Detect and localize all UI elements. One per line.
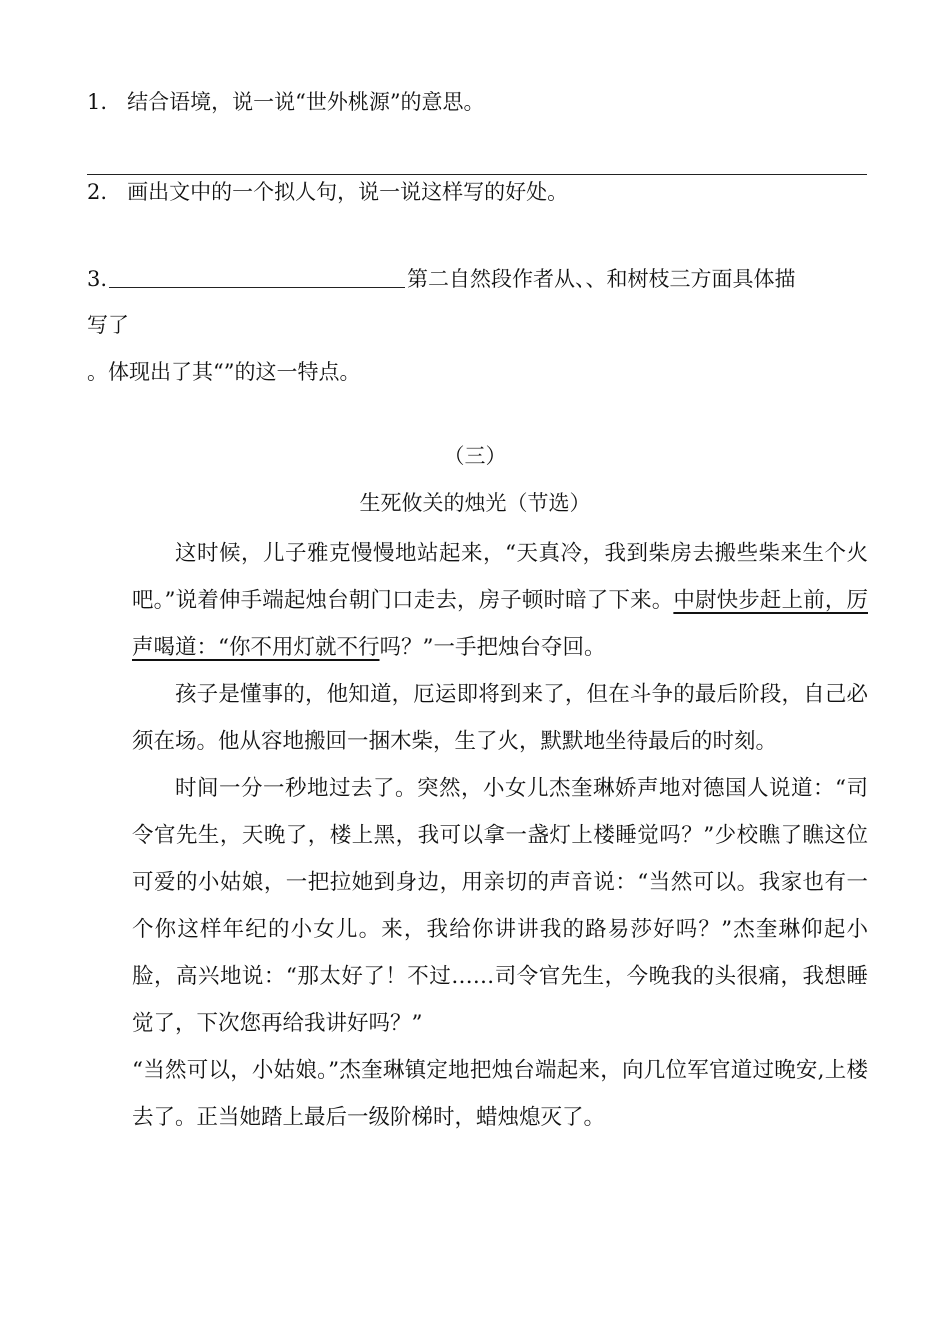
underlined-sentence: 中尉快步赶上前，厉声喝道：“你不用灯就不行: [132, 588, 868, 660]
paragraph-1: [132, 530, 868, 671]
paragraph-3: 时间一分一秒地过去了。突然，小女儿杰奎琳娇声地对德国人说道：“司令官先生，天晚了，楼上黑，我可以拿一盏灯上楼睡觉吗？”少校瞧了瞧这位可爱的小姑娘，一把拉她到身边，用亲切的声音说：“当然可以。我家也有一个你这样年纪的小女儿。来，我给你讲讲我的路易莎好吗？”杰奎琳仰起小脸，高兴地说：“那太好了！不过……司令官先生，今晚我的头很痛，我想睡觉了，下次您再给我讲好吗？”: [132, 776, 868, 1036]
question-1-text: 结合语境，说一说“世外桃源”的意思。: [127, 90, 485, 114]
section-number: （三）: [443, 444, 507, 468]
question-1-number: 1.: [87, 90, 108, 114]
answer-line[interactable]: [87, 174, 867, 175]
paragraph-1-end: 吗？”一手把烛台夺回。: [379, 635, 606, 660]
question-3-line-3: 。体现出了其“”的这一特点。: [87, 360, 361, 384]
question-3-text: 第二自然段作者从、、和树枝三方面具体描: [407, 267, 796, 291]
paragraph-1-text: 这时候，儿子雅克慢慢地站起来，“天真冷，我到柴房去搬些柴来生个火吧。”说着伸手端起烛台朝门口走去，房子顿时暗了下来。: [132, 541, 868, 613]
question-3-line-2: 写了: [87, 313, 129, 337]
paragraph-2: 孩子是懂事的，他知道，厄运即将到来了，但在斗争的最后阶段，自己必须在场。他从容地搬回一捆木柴，生了火，默默地坐待最后的时刻。: [132, 682, 868, 754]
question-3: [87, 263, 796, 295]
passage-title: 生死攸关的烛光（节选）: [359, 491, 591, 515]
question-2: [87, 176, 568, 208]
question-2-number: 2.: [87, 180, 108, 204]
fill-in-blank[interactable]: [109, 265, 405, 288]
question-1: [87, 86, 485, 118]
passage: [132, 530, 868, 1141]
question-3-number: 3.: [87, 267, 108, 291]
question-2-text: 画出文中的一个拟人句，说一说这样写的好处。: [127, 180, 569, 204]
paragraph-4: “当然可以，小姑娘。”杰奎琳镇定地把烛台端起来，向几位军官道过晚安,上楼去了。正当她踏上最后一级阶梯时，蜡烛熄灭了。: [132, 1058, 868, 1130]
